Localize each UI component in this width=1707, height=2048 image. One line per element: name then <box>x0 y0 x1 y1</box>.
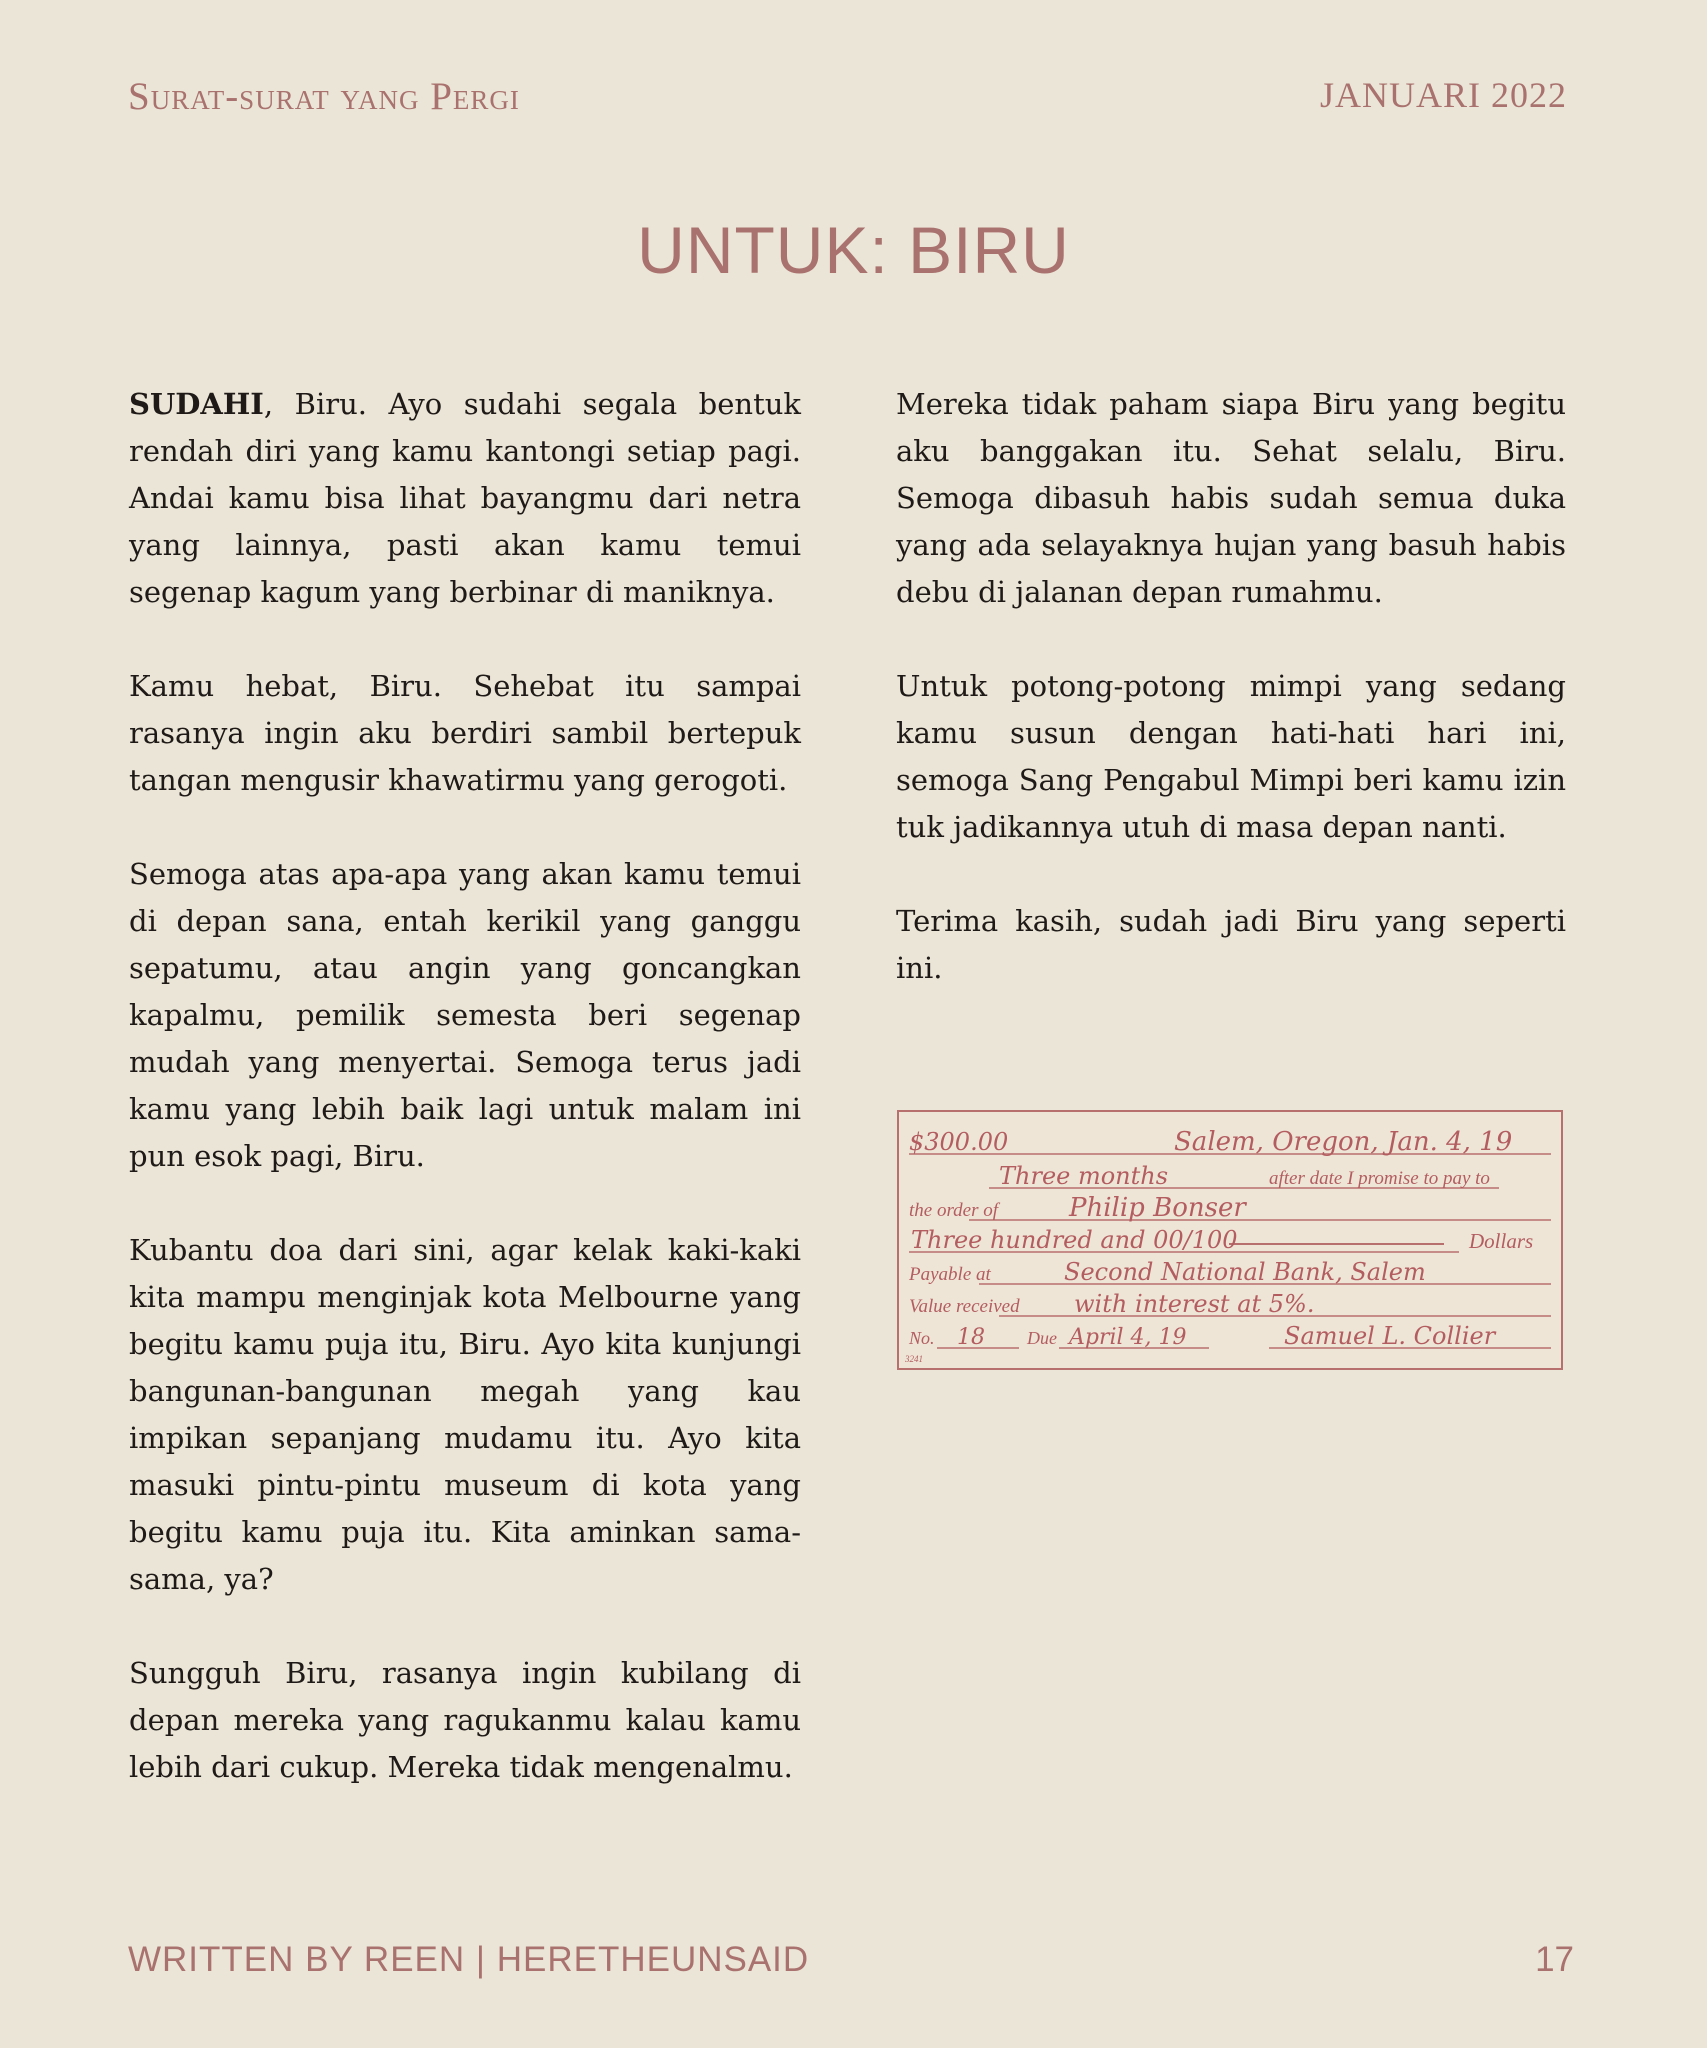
note-promise-text: after date I promise to pay to <box>1269 1168 1490 1189</box>
paragraph: Semoga atas apa-apa yang akan kamu temui di depan sana, entah kerikil yang ganggu sepatumu, atau angin yang goncangkan kapalmu, pemilik semesta beri segenap mudah yang menyertai. Semoga terus jadi kamu yang lebih baik lagi untuk malam ini pun esok pagi, Biru. <box>129 857 801 1173</box>
note-payable-at: Second National Bank, Salem <box>1064 1258 1426 1286</box>
note-number-label: No. <box>909 1328 935 1348</box>
paragraph: Kamu hebat, Biru. Sehebat itu sampai rasanya ingin aku berdiri sambil bertepuk tangan mengusir khawatirmu yang gerogoti. <box>129 669 801 797</box>
paragraph: Kubantu doa dari sini, agar kelak kaki-kaki kita mampu menginjak kota Melbourne yang begitu kamu puja itu, Biru. Ayo kita kunjungi bangunan-bangunan megah yang kau impikan sepanjang mudamu itu. Ayo kita masuki pintu-pintu museum di kota yang begitu kamu puja itu. Kita aminkan sama-sama, ya? <box>129 1233 801 1596</box>
note-interest: with interest at 5%. <box>1074 1290 1315 1318</box>
note-due-label: Due <box>1027 1328 1057 1348</box>
note-number: 18 <box>957 1325 985 1350</box>
paragraph: Terima kasih, sudah jadi Biru yang seperti ini. <box>896 904 1566 985</box>
note-term: Three months <box>999 1162 1169 1190</box>
note-due-date: April 4, 19 <box>1069 1325 1187 1350</box>
series-title: Surat-surat yang Pergi <box>128 75 520 118</box>
paragraph: Untuk potong-potong mimpi yang sedang kamu susun dengan hati-hati hari ini, semoga Sang Pengabul Mimpi beri kamu izin tuk jadikannya utuh di masa depan nanti. <box>896 669 1566 844</box>
promissory-note-image <box>897 1110 1563 1370</box>
paragraph: Sungguh Biru, rasanya ingin kubilang di depan mereka yang ragukanmu kalau kamu lebih dari cukup. Mereka tidak mengenalmu. <box>129 1656 801 1784</box>
note-value-label: Value received <box>909 1296 1020 1317</box>
paragraph-text: , Biru. Ayo sudahi segala bentuk rendah diri yang kamu kantongi setiap pagi. Andai kamu bisa lihat bayangmu dari netra yang lainnya, pasti akan kamu temui segenap kagum yang berbinar di maniknya. <box>129 387 801 609</box>
paragraph <box>129 381 801 616</box>
note-place-date: Salem, Oregon, Jan. 4, 19 <box>1174 1127 1513 1157</box>
right-column <box>896 381 1566 992</box>
footer-credit: WRITTEN BY REEN | HERETHEUNSAID <box>128 1940 810 1979</box>
issue-date: JANUARI 2022 <box>1319 75 1567 115</box>
page-number: 17 <box>1535 1940 1574 1979</box>
paragraph: Mereka tidak paham siapa Biru yang begitu aku banggakan itu. Sehat selalu, Biru. Semoga dibasuh habis sudah semua duka yang ada selayaknya hujan yang basuh habis debu di jalanan depan rumahmu. <box>896 387 1566 609</box>
left-column <box>129 381 801 1791</box>
note-payable-label: Payable at <box>909 1264 991 1285</box>
note-payee: Philip Bonser <box>1069 1193 1246 1223</box>
note-order-label: the order of <box>909 1200 999 1221</box>
note-amount: $300.00 <box>909 1128 1009 1156</box>
note-signature: Samuel L. Collier <box>1284 1322 1496 1350</box>
note-amount-words: Three hundred and 00/100 <box>911 1226 1238 1254</box>
note-form-code: 3241 <box>905 1354 923 1364</box>
note-dollars-label: Dollars <box>1469 1229 1534 1253</box>
page-title: UNTUK: BIRU <box>637 213 1070 287</box>
lead-word: SUDAHI <box>129 387 264 421</box>
